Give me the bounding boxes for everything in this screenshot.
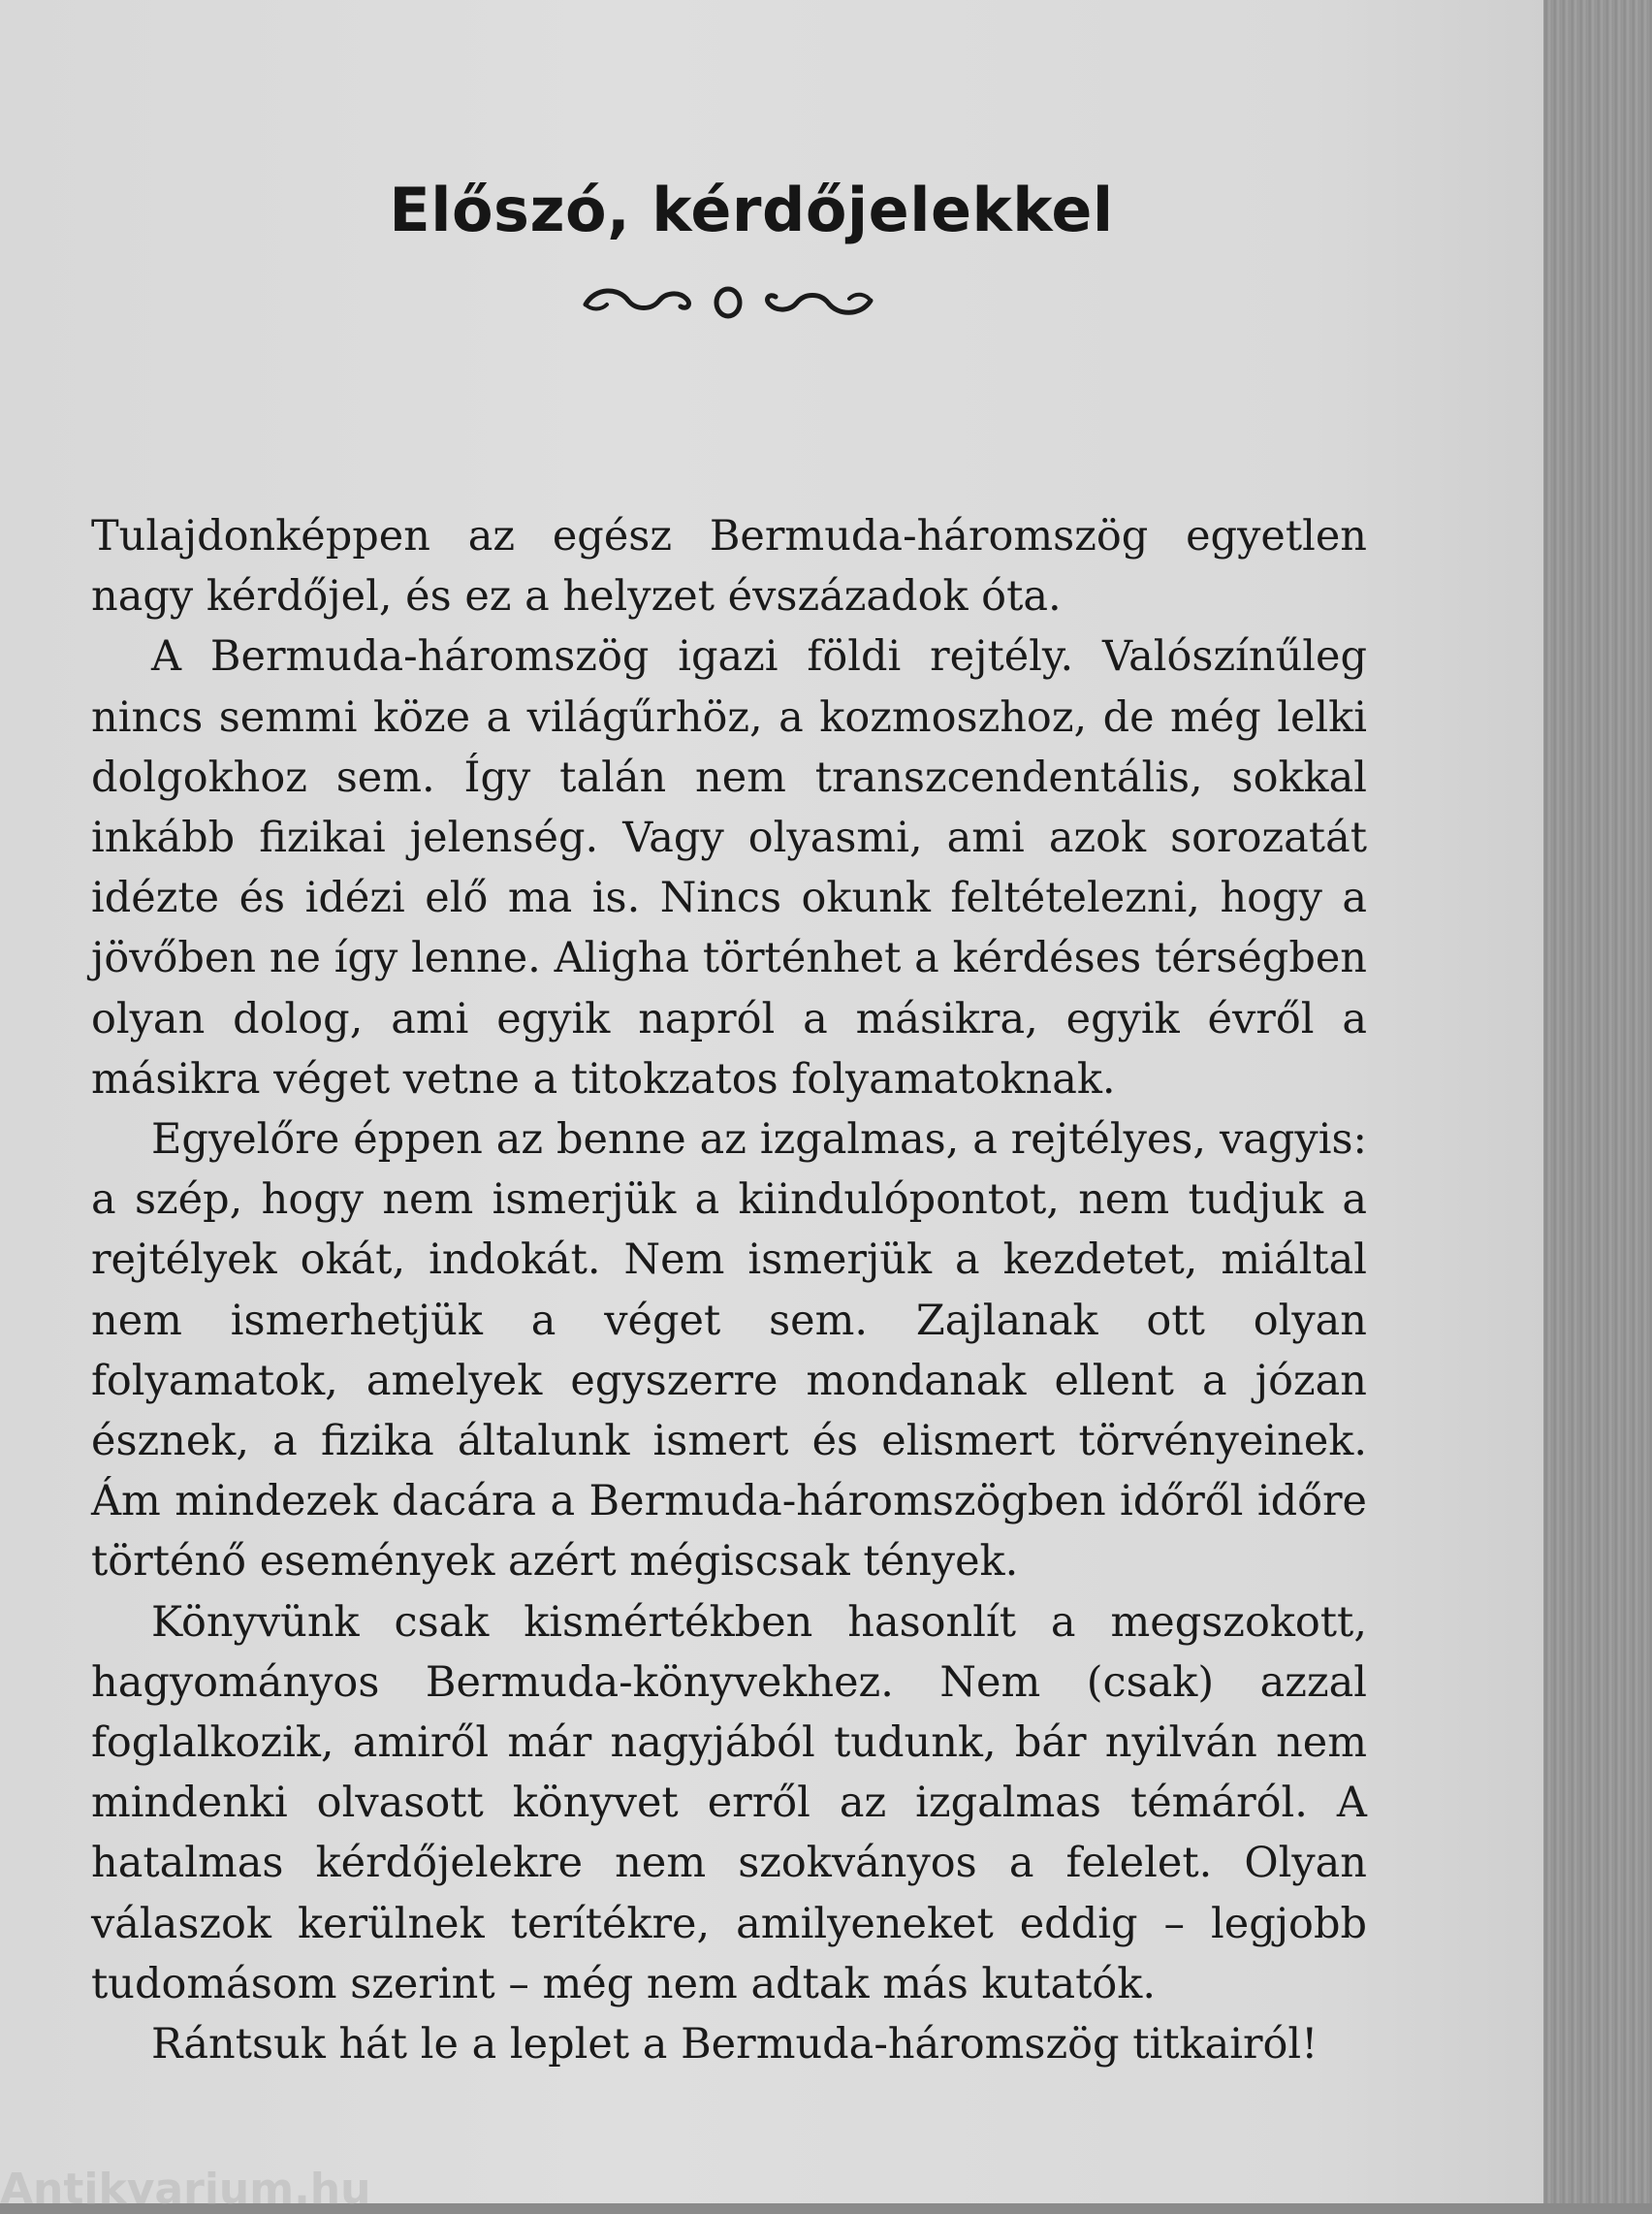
paragraph-5: Rántsuk hát le a leplet a Bermuda-háromszög titkairól! [151, 2020, 1318, 2070]
flourish-divider-icon [578, 277, 878, 324]
body-text [91, 506, 1367, 2074]
paragraph-4: Könyvünk csak kismértékben hasonlít a megszokott, hagyományos Bermuda-könyvekhez. Nem (csak) azzal foglalkozik, amiről már nagyjából tudunk, bár nyilván nem mindenki olvasott könyvet erről az izgalmas témáról. A hatalmas kérdőjelekre nem szokványos a felelet. Olyan válaszok kerülnek terítékre, amilyeneket eddig – legjobb tudomásom szerint – még nem adtak más kutatók. [91, 1597, 1367, 2008]
paragraph-2: A Bermuda-háromszög igazi földi rejtély. Valószínűleg nincs semmi köze a világűrhöz, a kozmoszhoz, de még lelki dolgokhoz sem. Így talán nem transzcendentális, sokkal inkább fizikai jelenség. Vagy olyasmi, ami azok sorozatát idézte és idézi elő ma is. Nincs okunk feltételezni, hogy a jövőben ne így lenne. Aligha történhet a kérdéses térségben olyan dolog, ami egyik napról a másikra, egyik évről a másikra véget vetne a titokzatos folyamatoknak. [91, 632, 1367, 1104]
watermark: Antikvarium.hu [0, 2165, 371, 2214]
paragraph-3: Egyelőre éppen az benne az izgalmas, a rejtélyes, vagyis: a szép, hogy nem ismerjük a kiindulópontot, nem tudjuk a rejtélyek okát, indokát. Nem ismerjük a kezdetet, miáltal nem ismerhetjük a véget sem. Zajlanak ott olyan folyamatok, amelyek egyszerre mondanak ellent a józan észnek, a fizika általunk ismert és elismert törvényeinek. Ám mindezek dacára a Bermuda-háromszögben időről időre történő események azért mégiscsak tények. [91, 1115, 1367, 1587]
paragraph-1: Tulajdonképpen az egész Bermuda-háromszög egyetlen nagy kérdőjel, és ez a helyzet évszázadok óta. [91, 512, 1367, 622]
page-title: Előszó, kérdőjelekkel [389, 174, 1114, 245]
page-edge [1543, 0, 1652, 2203]
